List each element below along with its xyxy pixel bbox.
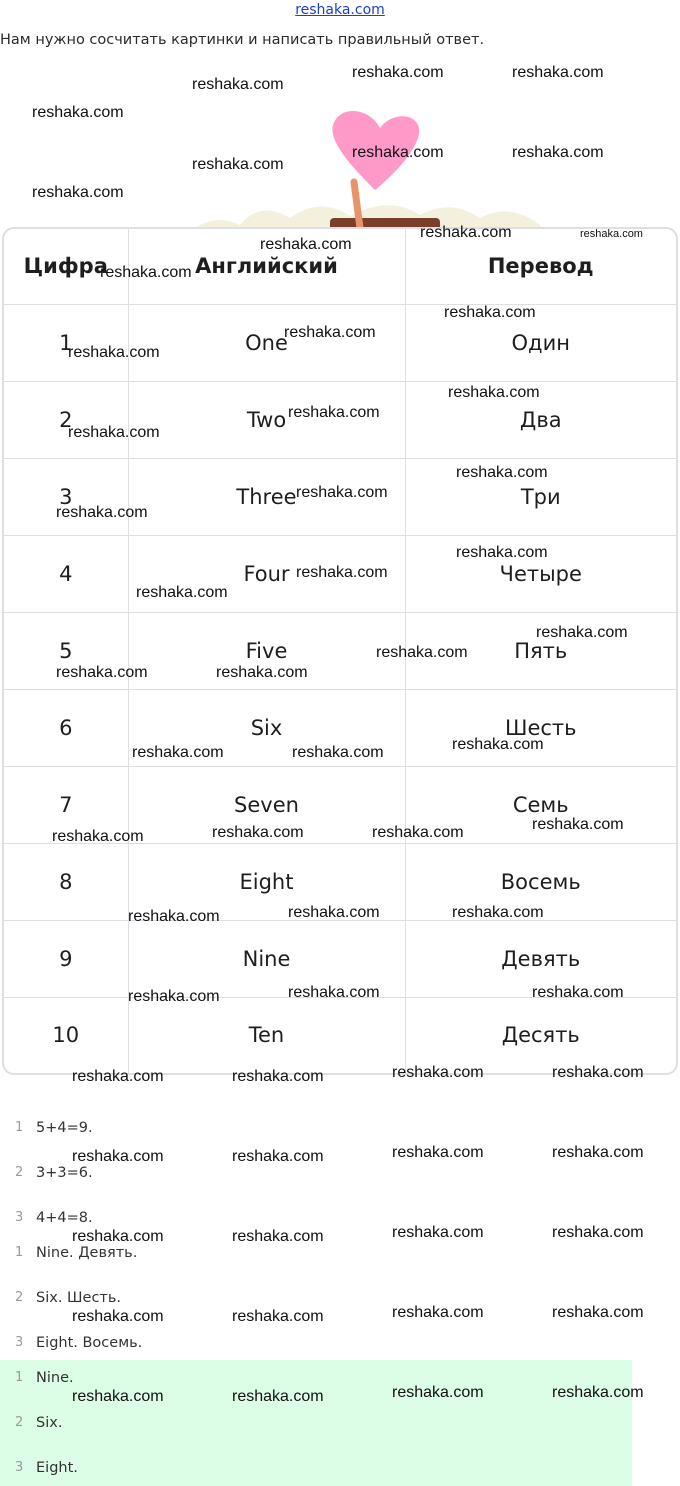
watermark: reshaka.com [288,404,380,421]
cell-translation: Восемь [405,843,676,920]
watermark: reshaka.com [552,1304,644,1321]
watermark: reshaka.com [532,984,624,1001]
cell-translation: Пять [405,612,676,689]
cell-digit: 10 [4,997,128,1073]
cell-english: Eight [128,843,405,920]
cell-translation: Три [405,458,676,535]
cell-digit: 3 [4,458,128,535]
list-number: 3 [15,1210,24,1225]
watermark: reshaka.com [296,484,388,501]
watermark: reshaka.com [448,384,540,401]
watermark: reshaka.com [372,824,464,841]
watermark: reshaka.com [192,156,284,173]
watermark: reshaka.com [580,228,643,240]
watermark: reshaka.com [52,828,144,845]
watermark: reshaka.com [392,1224,484,1241]
watermark: reshaka.com [56,664,148,681]
watermark: reshaka.com [352,64,444,81]
cell-english: Ten [128,997,405,1073]
cell-translation: Семь [405,766,676,843]
cell-digit: 5 [4,612,128,689]
watermark: reshaka.com [536,624,628,641]
watermark: reshaka.com [32,104,124,121]
watermark: reshaka.com [68,344,160,361]
list-text: 4+4=8. [36,1210,93,1226]
watermark: reshaka.com [56,504,148,521]
watermark: reshaka.com [192,76,284,93]
watermark: reshaka.com [232,1068,324,1085]
watermark: reshaka.com [100,264,192,281]
watermark: reshaka.com [512,64,604,81]
watermark: reshaka.com [260,236,352,253]
watermark: reshaka.com [132,744,224,761]
watermark: reshaka.com [232,1148,324,1165]
watermark: reshaka.com [72,1068,164,1085]
watermark: reshaka.com [72,1308,164,1325]
list-text: Six. Шесть. [36,1290,122,1306]
list-number: 1 [15,1370,24,1385]
header-english: Английский [128,229,405,304]
watermark: reshaka.com [452,904,544,921]
intro-text: Нам нужно сосчитать картинки и написать правильный ответ. [0,32,485,48]
watermark: reshaka.com [72,1228,164,1245]
watermark: reshaka.com [532,816,624,833]
watermark: reshaka.com [552,1224,644,1241]
watermark: reshaka.com [512,144,604,161]
watermark: reshaka.com [232,1228,324,1245]
watermark: reshaka.com [352,144,444,161]
list-number: 3 [15,1460,24,1475]
watermark: reshaka.com [232,1308,324,1325]
watermark: reshaka.com [212,824,304,841]
cell-english: One [128,304,405,381]
header-translation: Перевод [405,229,676,304]
watermark: reshaka.com [552,1064,644,1081]
cell-english: Two [128,381,405,458]
watermark: reshaka.com [296,564,388,581]
watermark: reshaka.com [456,464,548,481]
list-text: 3+3=6. [36,1165,93,1181]
list-number: 2 [15,1290,24,1305]
cell-digit: 7 [4,766,128,843]
cell-english: Nine [128,920,405,997]
site-link[interactable]: reshaka.com [295,2,385,18]
list-text: Nine. Девять. [36,1245,138,1261]
table-row [4,304,676,381]
watermark: reshaka.com [392,1064,484,1081]
list-number: 2 [15,1165,24,1180]
cell-digit: 8 [4,843,128,920]
watermark: reshaka.com [376,644,468,661]
watermark: reshaka.com [392,1304,484,1321]
watermark: reshaka.com [128,988,220,1005]
list-text: Eight. [36,1460,78,1476]
answer-block [0,1360,632,1486]
cell-english: Six [128,689,405,766]
list-text: 5+4=9. [36,1120,93,1136]
cell-translation: Четыре [405,535,676,612]
list-number: 3 [15,1335,24,1350]
cell-translation: Два [405,381,676,458]
cell-digit: 1 [4,304,128,381]
watermark: reshaka.com [288,984,380,1001]
header-digit: Цифра [4,229,128,304]
watermark: reshaka.com [232,1388,324,1405]
watermark: reshaka.com [456,544,548,561]
watermark: reshaka.com [392,1384,484,1401]
watermark: reshaka.com [452,736,544,753]
watermark: reshaka.com [552,1144,644,1161]
cell-english: Five [128,612,405,689]
watermark: reshaka.com [136,584,228,601]
watermark: reshaka.com [32,184,124,201]
watermark: reshaka.com [292,744,384,761]
watermark: reshaka.com [420,224,512,241]
watermark: reshaka.com [552,1384,644,1401]
watermark: reshaka.com [128,908,220,925]
cell-digit: 4 [4,535,128,612]
cell-translation: Шесть [405,689,676,766]
cell-english: Four [128,535,405,612]
watermark: reshaka.com [216,664,308,681]
cell-english: Three [128,458,405,535]
table-row [4,997,676,1073]
watermark: reshaka.com [444,304,536,321]
list-text: Nine. [36,1370,74,1386]
watermark: reshaka.com [284,324,376,341]
watermark: reshaka.com [288,904,380,921]
list-number: 1 [15,1245,24,1260]
cell-translation: Десять [405,997,676,1073]
list-text: Eight. Восемь. [36,1335,143,1351]
list-text: Six. [36,1415,63,1431]
list-number: 1 [15,1120,24,1135]
watermark: reshaka.com [68,424,160,441]
list-number: 2 [15,1415,24,1430]
cell-digit: 6 [4,689,128,766]
cell-digit: 9 [4,920,128,997]
cell-translation: Девять [405,920,676,997]
cell-digit: 2 [4,381,128,458]
watermark: reshaka.com [72,1388,164,1405]
cell-translation: Один [405,304,676,381]
watermark: reshaka.com [392,1144,484,1161]
cell-english: Seven [128,766,405,843]
watermark: reshaka.com [72,1148,164,1165]
